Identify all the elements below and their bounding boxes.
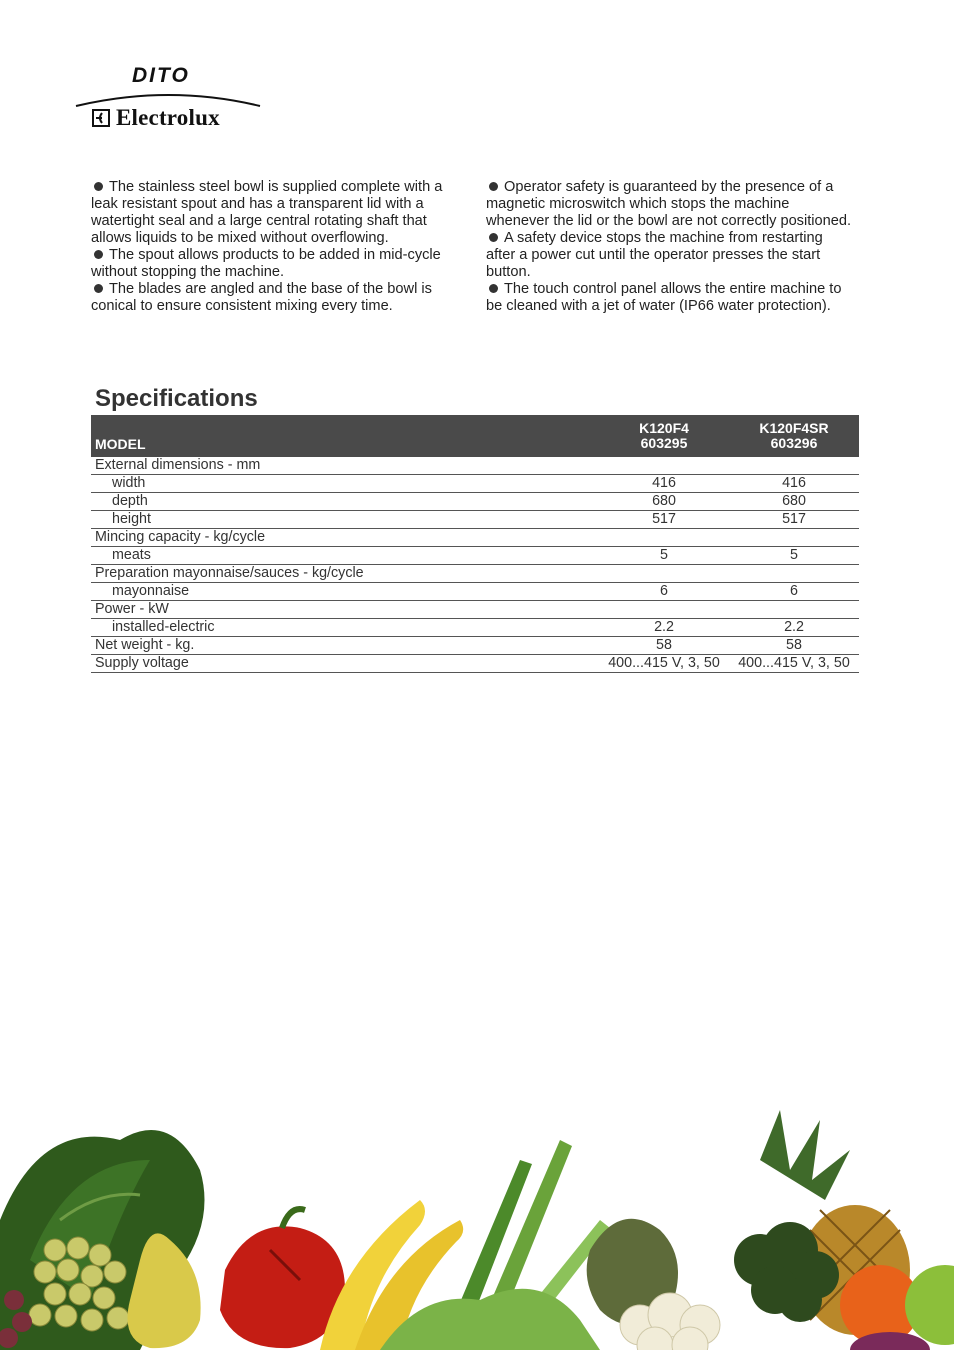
model-column-header <box>729 415 859 457</box>
spec-label: installed-electric <box>91 619 599 637</box>
intro-bullet: The spout allows products to be added in mid-cycle without stopping the machine. <box>91 247 441 280</box>
spec-value: 5 <box>729 547 859 565</box>
bullet-icon <box>94 284 103 293</box>
spec-value: 6 <box>729 583 859 601</box>
intro-bullet: A safety device stops the machine from restarting after a power cut until the operator presses the start button. <box>486 230 823 280</box>
intro-bullet: The stainless steel bowl is supplied complete with a leak resistant spout and has a transparent lid with a watertight seal and a large central rotating shaft that allows liquids to be mixed without overflowing. <box>91 179 443 246</box>
spec-label: Net weight - kg. <box>91 637 599 655</box>
spec-value: 2.2 <box>729 619 859 637</box>
spec-value: 2.2 <box>599 619 729 637</box>
intro-left-column <box>91 179 463 315</box>
table-row <box>91 547 859 565</box>
spec-value <box>599 457 729 475</box>
intro-bullet: The blades are angled and the base of the bowl is conical to ensure consistent mixing every time. <box>91 281 432 314</box>
spec-value: 58 <box>729 637 859 655</box>
spec-value: 517 <box>599 511 729 529</box>
spec-value: 680 <box>599 493 729 511</box>
spec-label: depth <box>91 493 599 511</box>
table-row <box>91 601 859 619</box>
model-header: MODEL <box>95 436 146 452</box>
spec-value: 517 <box>729 511 859 529</box>
spec-value <box>729 529 859 547</box>
table-row <box>91 511 859 529</box>
table-row <box>91 637 859 655</box>
spec-value: 5 <box>599 547 729 565</box>
spec-label: Power - kW <box>91 601 599 619</box>
bullet-icon <box>489 233 498 242</box>
intro-bullet: The touch control panel allows the entire machine to be cleaned with a jet of water (IP66 water protection). <box>486 281 842 314</box>
spec-value <box>599 529 729 547</box>
spec-label: Mincing capacity - kg/cycle <box>91 529 599 547</box>
model-name: K120F4SR <box>759 420 829 436</box>
table-row <box>91 583 859 601</box>
spec-value: 400...415 V, 3, 50 <box>599 655 729 673</box>
specifications-heading: Specifications <box>95 385 258 412</box>
dito-wordmark: DITO <box>132 64 190 87</box>
spec-value <box>729 457 859 475</box>
spec-label: height <box>91 511 599 529</box>
spec-label: meats <box>91 547 599 565</box>
bullet-icon <box>489 182 498 191</box>
spec-label: width <box>91 475 599 493</box>
fresh-produce-image <box>0 1100 954 1350</box>
spec-value: 416 <box>599 475 729 493</box>
specifications-table <box>91 415 859 673</box>
bullet-icon <box>489 284 498 293</box>
electrolux-brand <box>92 105 220 131</box>
spec-value: 58 <box>599 637 729 655</box>
model-name: K120F4 <box>639 420 689 436</box>
spec-label: Supply voltage <box>91 655 599 673</box>
table-row <box>91 655 859 673</box>
electrolux-icon <box>92 109 110 127</box>
model-code: 603295 <box>640 435 688 451</box>
model-column-header <box>599 415 729 457</box>
table-header-row <box>91 415 859 457</box>
spec-value <box>599 565 729 583</box>
spec-value: 6 <box>599 583 729 601</box>
bullet-icon <box>94 250 103 259</box>
spec-value: 416 <box>729 475 859 493</box>
spec-label: mayonnaise <box>91 583 599 601</box>
electrolux-wordmark: Electrolux <box>116 105 220 130</box>
intro-bullet: Operator safety is guaranteed by the presence of a magnetic microswitch which stops the machine whenever the lid or the bowl are not correctly positioned. <box>486 179 852 229</box>
spec-value <box>729 601 859 619</box>
spec-value: 400...415 V, 3, 50 <box>729 655 859 673</box>
spec-label: External dimensions - mm <box>91 457 599 475</box>
intro-right-column <box>486 179 856 315</box>
spec-value <box>729 565 859 583</box>
electrolux-dito-logo <box>74 64 264 134</box>
table-row <box>91 475 859 493</box>
spec-value <box>599 601 729 619</box>
table-row <box>91 457 859 475</box>
table-row <box>91 493 859 511</box>
table-row <box>91 619 859 637</box>
spec-label: Preparation mayonnaise/sauces - kg/cycle <box>91 565 599 583</box>
table-row <box>91 565 859 583</box>
model-code: 603296 <box>770 435 818 451</box>
table-row <box>91 529 859 547</box>
spec-value: 680 <box>729 493 859 511</box>
bullet-icon <box>94 182 103 191</box>
